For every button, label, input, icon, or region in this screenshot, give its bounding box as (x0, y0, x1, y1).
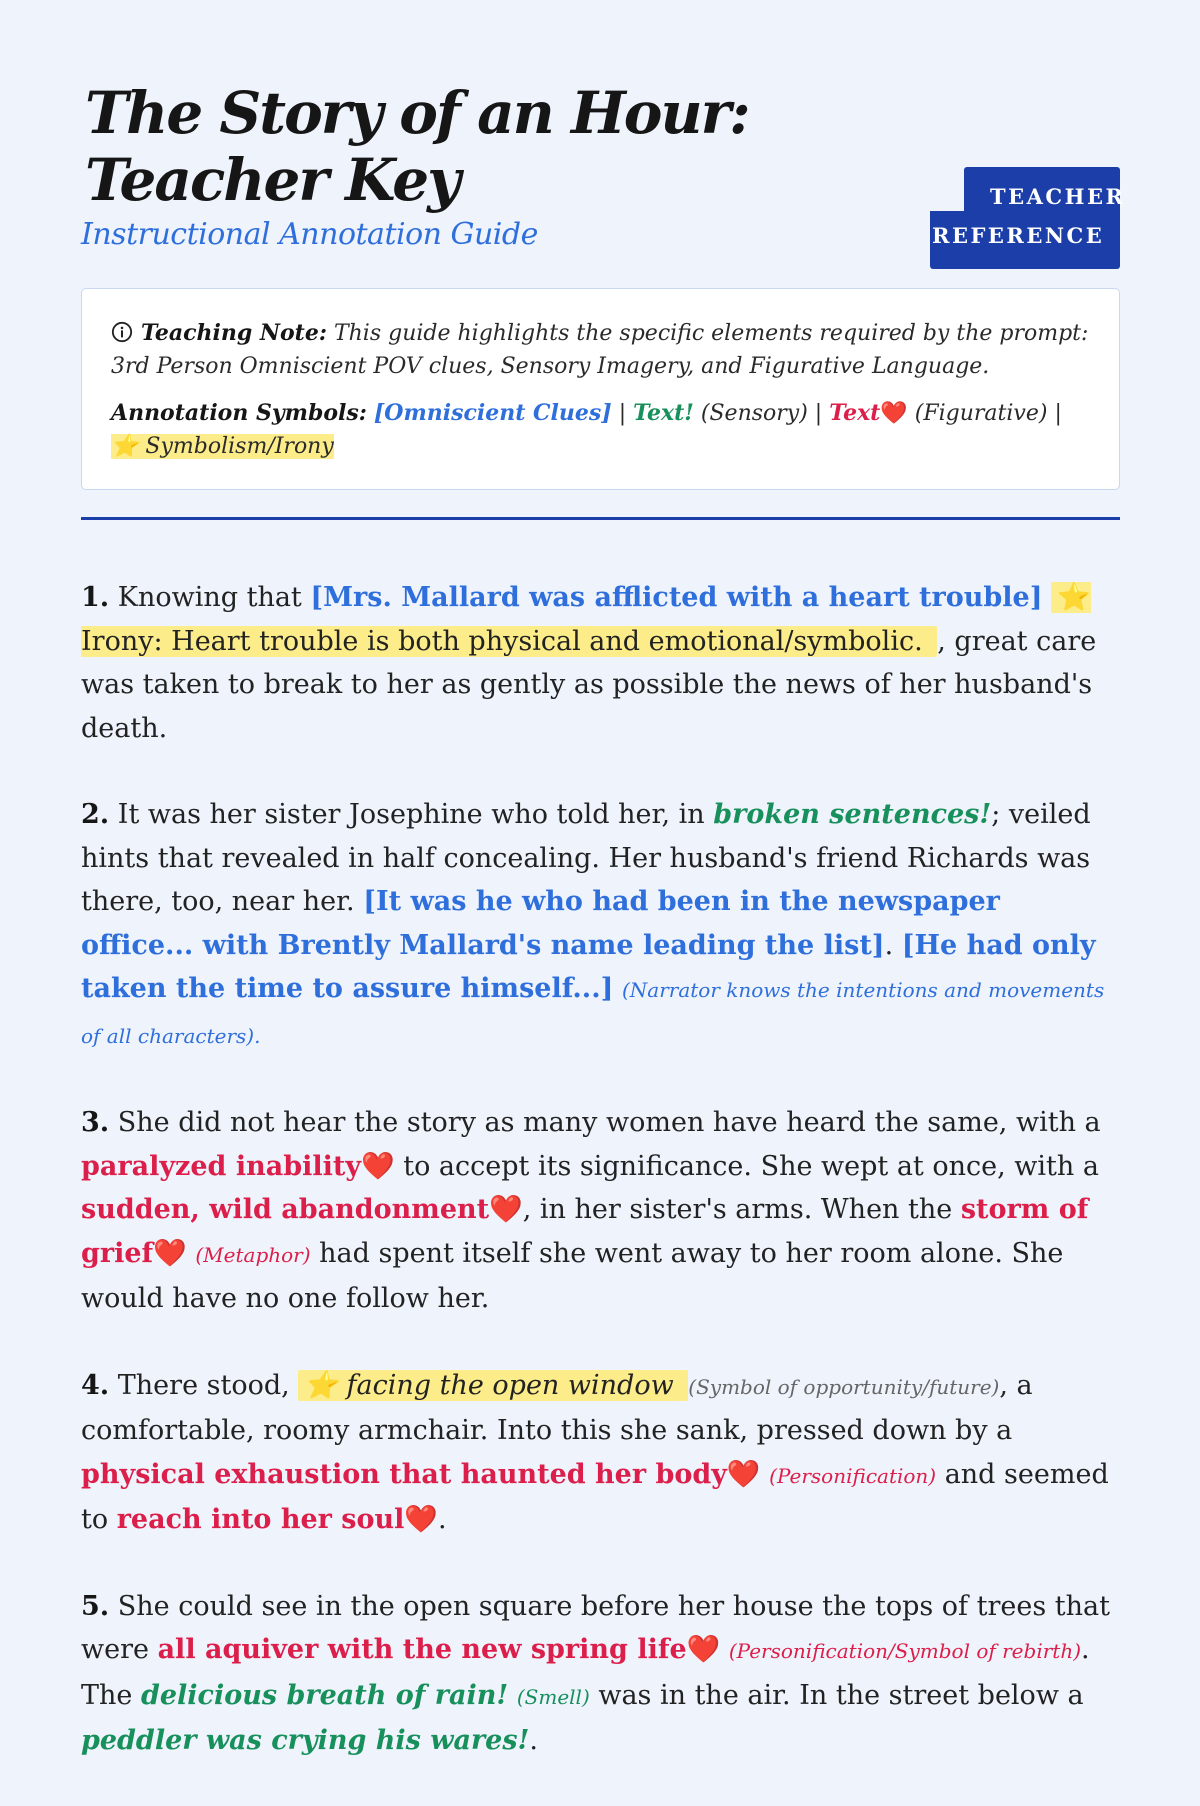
heart-icon: ❤️ (361, 1150, 395, 1182)
story-text: and seemed to (81, 1458, 1109, 1535)
paragraph-number: 2. (81, 799, 110, 830)
legend-separator: | (618, 401, 627, 426)
paragraph-5 (81, 1585, 1120, 1763)
annotation-note: (Narrator knows the intentions and movements of all characters). (81, 978, 1105, 1048)
section-divider (81, 517, 1120, 520)
story-text: . (529, 1725, 539, 1756)
page-subtitle: Instructional Annotation Guide (81, 217, 538, 252)
paragraph-1 (81, 576, 1120, 750)
paragraph-number: 5. (81, 1590, 110, 1622)
figurative-phrase: reach into her soul (116, 1504, 405, 1535)
story-text: to accept its significance. She wept at once, with a (394, 1150, 1099, 1182)
teaching-note-box (81, 288, 1120, 490)
teaching-note-text: This guide highlights the specific elements required by the prompt: 3rd Person Omniscient POV clues, Sensory Imagery, and Figurative Language. (111, 321, 1089, 379)
page-header (81, 0, 1126, 270)
legend-separator: | (1054, 401, 1062, 426)
story-text: was in the air. In the street below a (589, 1679, 1084, 1711)
teaching-note-label: Teaching Note: (141, 320, 327, 346)
heart-icon: ❤️ (489, 1194, 523, 1225)
heart-icon: ❤️ (726, 1458, 761, 1490)
figurative-phrase: paralyzed inability (81, 1150, 362, 1182)
heart-icon: ❤️ (686, 1634, 721, 1665)
legend-sensory-sample: Text! (633, 400, 694, 426)
paragraph-number: 1. (81, 582, 110, 613)
story-text: She did not hear the story as many women have heard the same, with a (117, 1107, 1101, 1138)
story-text: She could see in the open square before her house the tops of trees that were (81, 1590, 1110, 1665)
title-line-1: The Story of an Hour: (85, 79, 749, 147)
annotation-note: (Personification/Symbol of rebirth) (728, 1639, 1081, 1663)
omniscient-clue: [It was he who had been in the newspaper office... with Brently Mallard's name leading the list] (81, 886, 1000, 961)
irony-note: Irony: Heart trouble is both physical and emotional/symbolic. (81, 625, 932, 657)
story-text: , in her sister's arms. When the (522, 1194, 961, 1225)
badge-line-2: REFERENCE (930, 211, 1120, 269)
heart-icon: ❤️ (153, 1237, 187, 1269)
story-text: . (438, 1504, 447, 1535)
paragraph-number: 3. (81, 1107, 110, 1138)
figurative-phrase: all aquiver with the new spring life (157, 1634, 687, 1665)
paragraph-4 (81, 1364, 1120, 1542)
badge-line-1: TEACHER (964, 167, 1120, 219)
legend-symbolism-label: Symbolism/Irony (145, 434, 334, 459)
symbol-highlight (298, 1370, 688, 1401)
title-line-2: Teacher Key (85, 146, 459, 214)
annotation-note: (Symbol of opportunity/future) (688, 1374, 1000, 1399)
annotated-story-text (81, 576, 1120, 1806)
story-text: , a comfortable, roomy armchair. Into this she sank, pressed down by a (81, 1369, 1033, 1446)
omniscient-clue: [He had only taken the time to assure himself...] (81, 929, 1096, 1004)
story-text: There stood, (117, 1369, 299, 1401)
story-text: Knowing that (117, 582, 311, 613)
story-text: . (884, 929, 902, 961)
legend-figurative-label: (Figurative) (914, 401, 1048, 426)
sensory-phrase: peddler was crying his wares! (81, 1725, 530, 1756)
star-icon: ⭐ (1057, 582, 1091, 613)
figurative-phrase: storm of grief (81, 1194, 1089, 1269)
legend-figurative-sample: Text (829, 400, 881, 426)
omniscient-clue: [Mrs. Mallard was afflicted with a heart trouble] (310, 582, 1043, 613)
page-title (85, 80, 749, 214)
figurative-phrase: sudden, wild abandonment (81, 1194, 490, 1225)
legend-omniscient: [Omniscient Clues] (373, 400, 612, 426)
story-text: had spent itself she went away to her room alone. She would have no one follow her. (81, 1237, 1064, 1314)
figurative-phrase: physical exhaustion that haunted her body (81, 1458, 727, 1490)
annotation-symbols-legend (111, 397, 1091, 463)
teacher-reference-badge (930, 167, 1126, 269)
paragraph-2 (81, 793, 1120, 1058)
symbol-phrase: facing the open window (337, 1369, 683, 1401)
story-text: ; veiled hints that revealed in half concealing. Her husband's friend Richards was there, too, near her. (81, 799, 1091, 917)
star-icon: ⭐ (111, 434, 139, 459)
paragraph-number: 4. (81, 1369, 110, 1401)
teacher-key-page (81, 0, 1126, 1756)
star-icon: ⭐ (304, 1369, 338, 1401)
sensory-phrase: broken sentences! (713, 799, 992, 830)
story-text: It was her sister Josephine who told her, in (117, 799, 714, 830)
heart-icon: ❤️ (404, 1504, 438, 1535)
annotation-symbols-label: Annotation Symbols: (111, 400, 367, 426)
legend-separator: | (814, 401, 823, 426)
story-text: , great care was taken to break to her as gently as possible the news of her husband's death. (81, 625, 1097, 744)
annotation-note: (Personification) (769, 1463, 937, 1488)
legend-sensory-label: (Sensory) (700, 401, 808, 426)
paragraph-3 (81, 1101, 1120, 1321)
sensory-phrase: delicious breath of rain! (140, 1679, 509, 1711)
annotation-note: (Metaphor) (195, 1242, 311, 1267)
legend-symbolism (111, 434, 334, 459)
heart-icon: ❤️ (880, 401, 908, 426)
info-circle-icon (111, 321, 133, 343)
story-text: . The (81, 1634, 1090, 1711)
teaching-note (111, 317, 1091, 383)
annotation-note: (Smell) (516, 1684, 590, 1709)
